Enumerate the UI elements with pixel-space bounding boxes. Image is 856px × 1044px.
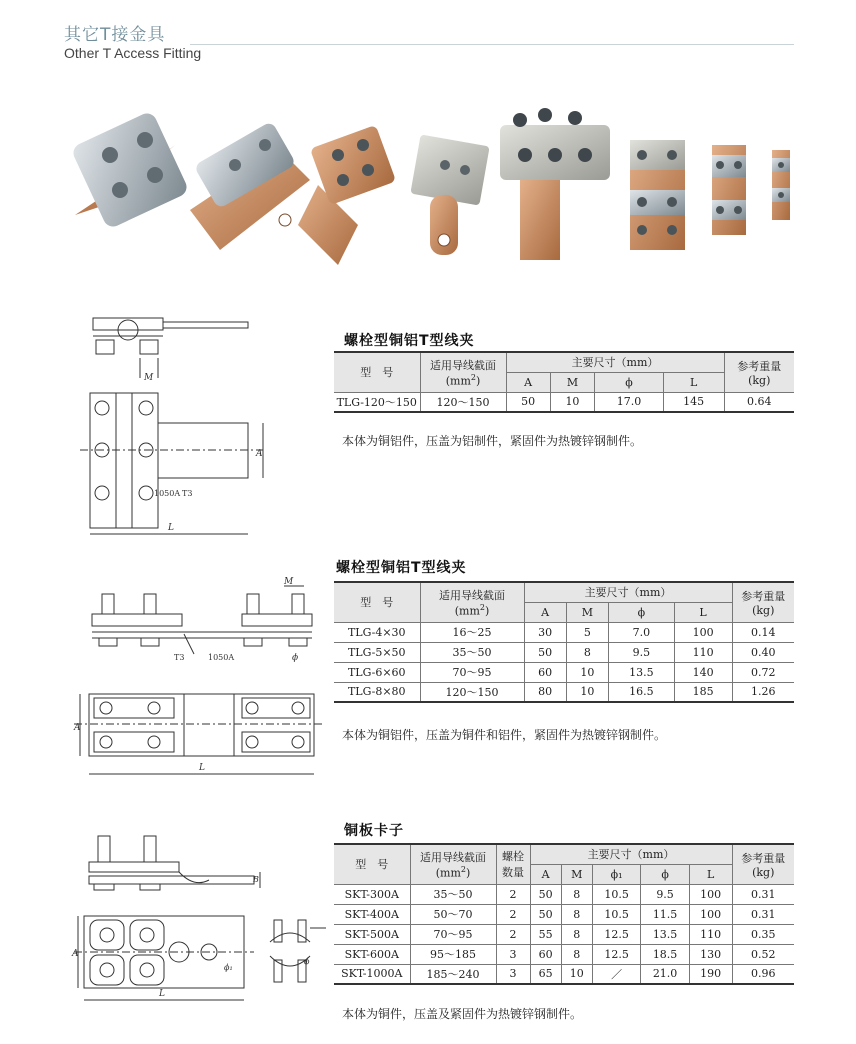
s2-header-dims: 主要尺寸（mm）	[524, 582, 732, 602]
s2-label-phi: ϕ	[292, 653, 299, 663]
s3-header-model: 型 号	[334, 844, 410, 884]
s3-header-bolt: 螺栓 数量	[496, 844, 530, 884]
s3-header-dims: 主要尺寸（mm）	[530, 844, 732, 864]
s1-material-1: 1050A	[154, 489, 181, 498]
s1-label-l: L	[168, 523, 174, 533]
s1-material-2: T3	[182, 489, 193, 498]
section1-technical-drawing	[78, 308, 278, 538]
s3-label-a: A	[72, 949, 79, 959]
s1-col-a: A	[506, 372, 550, 392]
s2-col-l: L	[674, 602, 732, 622]
clamp-product-photos	[70, 100, 800, 270]
s1-header-dims: 主要尺寸（mm）	[506, 352, 724, 372]
section3-title: 铜板卡子	[344, 823, 404, 839]
s2-label-m: M	[284, 577, 294, 587]
table-row: TLG-8×80 120～150 80 10 16.5 185 1.26	[334, 682, 794, 702]
s2-material-2: 1050A	[208, 653, 235, 662]
s3-col-phi: ϕ	[641, 864, 689, 884]
s1-header-weight: 参考重量 (kg)	[724, 352, 794, 392]
s2-header-weight: 参考重量 (kg)	[732, 582, 794, 622]
s1-col-l: L	[663, 372, 724, 392]
s3-label-phi1: ϕ₁	[224, 963, 233, 972]
section2-spec-table	[334, 581, 794, 703]
table-row: SKT-300A 35～50 2 50 8 10.5 9.5 100 0.31	[334, 884, 794, 904]
s2-col-phi: ϕ	[609, 602, 675, 622]
s2-col-m: M	[566, 602, 608, 622]
s3-label-b: B	[253, 875, 259, 884]
s3-label-l: L	[159, 989, 165, 999]
s1-col-phi: ϕ	[595, 372, 664, 392]
table-row: TLG-120～150 120～150 50 10 17.0 145 0.64	[334, 392, 794, 412]
s3-label-phi: ϕ	[304, 957, 310, 966]
s3-col-m: M	[561, 864, 592, 884]
s3-header-cross: 适用导线截面 $(mm^2)$	[410, 844, 496, 884]
s3-col-a: A	[530, 864, 561, 884]
section2-note: 本体为铜铝件，压盖为铜件和铝件，紧固件为热镀锌钢制件。	[342, 728, 667, 742]
section3-note: 本体为铜件，压盖及紧固件为热镀锌钢制件。	[342, 1007, 583, 1021]
page-title-cn: 其它T接金具	[64, 25, 166, 45]
s2-label-a: A	[74, 723, 81, 733]
table-row: SKT-1000A 185～240 3 65 10 ／ 21.0 190 0.96	[334, 964, 794, 984]
s3-col-phi1: ϕ₁	[592, 864, 640, 884]
table-row: TLG-5×50 35～50 50 8 9.5 110 0.40	[334, 642, 794, 662]
page-title-en: Other T Access Fitting	[64, 45, 202, 61]
s3-col-l: L	[689, 864, 732, 884]
s1-label-a: A	[256, 449, 263, 459]
table-row: SKT-400A 50～70 2 50 8 10.5 11.5 100 0.31	[334, 904, 794, 924]
s3-header-weight: 参考重量 (kg)	[732, 844, 794, 884]
s2-material-1: T3	[174, 653, 185, 662]
table-row: TLG-6×60 70～95 60 10 13.5 140 0.72	[334, 662, 794, 682]
section3-spec-table	[334, 843, 794, 985]
section2-technical-drawing	[74, 574, 334, 784]
section1-spec-table	[334, 351, 794, 413]
section3-technical-drawing	[74, 828, 334, 1008]
s2-label-l: L	[199, 763, 205, 773]
table-row: TLG-4×30 16～25 30 5 7.0 100 0.14	[334, 622, 794, 642]
s1-header-cross: 适用导线截面 $(mm^2)$	[420, 352, 506, 392]
s1-col-m: M	[550, 372, 594, 392]
table-row: SKT-500A 70～95 2 55 8 12.5 13.5 110 0.35	[334, 924, 794, 944]
s2-header-model: 型 号	[334, 582, 420, 622]
section2-title: 螺栓型铜铝T型线夹	[336, 560, 467, 576]
s2-header-cross: 适用导线截面 $(mm^2)$	[420, 582, 524, 622]
table-row: SKT-600A 95～185 3 60 8 12.5 18.5 130 0.52	[334, 944, 794, 964]
section1-title: 螺栓型铜铝T型线夹	[344, 333, 475, 349]
header-divider	[190, 44, 794, 45]
s1-header-model: 型 号	[334, 352, 420, 392]
s2-col-a: A	[524, 602, 566, 622]
s1-label-m: M	[144, 373, 154, 383]
section1-note: 本体为铜铝件，压盖为铝制件，紧固件为热镀锌钢制件。	[342, 434, 643, 448]
